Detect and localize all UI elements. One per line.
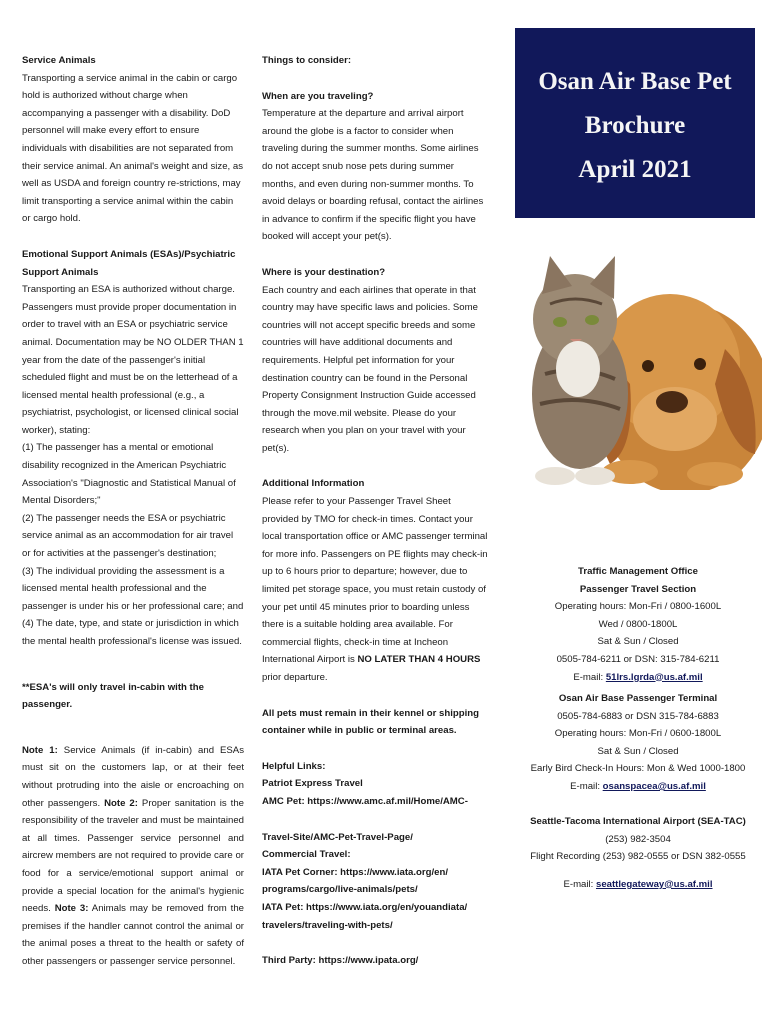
things-heading: Things to consider: — [262, 55, 352, 66]
esa-condition-4: (4) The date, type, and state or jurisdiction in which the mental health professional's license was issued. — [22, 618, 242, 647]
terminal-hours-3: Early Bird Check-In Hours: Mon & Wed 1000-1800 — [530, 763, 746, 775]
additional-info-body — [262, 493, 490, 687]
tmo-email-label: E-mail: — [573, 671, 606, 683]
terminal-phone: 0505-784-6883 or DSN 315-784-6883 — [557, 710, 719, 722]
title-line-2: Brochure — [584, 112, 686, 139]
helpful-links-heading: Helpful Links: — [262, 760, 326, 772]
tmo-title-1: Traffic Management Office — [578, 566, 698, 577]
esa-cabin-note: **ESA's will only travel in-cabin with the passenger. — [22, 681, 204, 711]
seatac-email-label: E-mail: — [563, 878, 596, 890]
terminal-hours-2: Sat & Sun / Closed — [597, 745, 679, 757]
column-left — [22, 52, 244, 971]
link-patriot-express[interactable]: Patriot Express Travel — [262, 778, 363, 790]
where-body: Each country and each airlines that operate in that country may have specific laws and policies. Some countries will not accept specific breeds and some countries will have additional documents and requirements. Helpful pet information for your destination country can be found in the Personal Property Consignment Instruction Guide accessed through the move.mil website. Please do your research when you plan on your travel with your pet(s). — [262, 284, 478, 454]
tmo-hours-1: Operating hours: Mon-Fri / 0800-1600L — [554, 601, 722, 613]
link-amc-pet[interactable]: AMC Pet: https://www.amc.af.mil/Home/AMC- — [262, 795, 468, 807]
note2-text: Proper sanitation is the responsibility of the traveler and must be maintained at all times. Passenger service personnel and aircrew members are not required to provide care or food for a service/emotional support animal or provide a special location for the animal's hygienic needs. — [22, 797, 245, 915]
checkin-deadline: NO LATER THAN 4 HOURS — [357, 654, 481, 666]
esa-condition-3: (3) The individual providing the assessment is a licensed mental health professional and the passenger is under his or her professional care; and — [22, 565, 244, 612]
link-iata-pet-corner[interactable]: IATA Pet Corner: https://www.iata.org/en/ programs/cargo/live-animals/pets/ — [262, 866, 449, 896]
where-heading: Where is your destination? — [262, 266, 386, 278]
terminal-hours-1: Operating hours: Mon-Fri / 0600-1800L — [554, 728, 722, 740]
esa-condition-1: (1) The passenger has a mental or emotional disability recognized in the American Psychiatric Association's "Diagnostic and Statistical Manual of Mental Disorders;" — [22, 442, 236, 507]
column-middle — [262, 52, 490, 970]
tmo-hours-3: Sat & Sun / Closed — [597, 636, 679, 648]
seatac-email-line — [518, 876, 758, 894]
commercial-travel-label: Commercial Travel: — [262, 849, 351, 861]
esa-condition-2: (2) The passenger needs the ESA or psychiatric service animal as an accommodation for air travel or for activities at the passenger's destination; — [22, 512, 234, 560]
terminal-email-line — [518, 778, 758, 796]
additional-info-text: Please refer to your Passenger Travel Sheet provided by TMO for check-in times. Contact your local transportation office or AMC passenger terminal for more info. Passengers on PE flights may check-in up to 6 hours prior to departure; however, due to limited pet storage space, you must retain custody of your pet until 45 minutes prior to boarding unless there is a suitable holding area available. For commercial flights, check-in time at Incheon International Airport is — [262, 496, 488, 666]
tmo-hours-2: Wed / 0800-1800L — [598, 618, 678, 630]
note2-label: Note 2: — [100, 797, 138, 809]
notes-paragraph — [22, 742, 244, 971]
service-animals-heading: Service Animals — [22, 55, 96, 66]
terminal-contact-block — [518, 690, 758, 796]
title-line-1: Osan Air Base Pet — [538, 68, 732, 95]
additional-info-heading: Additional Information — [262, 478, 365, 490]
tmo-title-2: Passenger Travel Section — [579, 583, 697, 595]
terminal-title: Osan Air Base Passenger Terminal — [558, 693, 718, 704]
when-body: Temperature at the departure and arrival airport around the globe is a factor to consider when traveling during the summer months. Some airlines do not accept snub nose pets during summer months, and even during non-summer months. To avoid delays or boarding refusal, contact the airlines in advance to confirm if the specific flight you have booked will accept your pet(s). — [262, 108, 484, 243]
tmo-phone: 0505-784-6211 or DSN: 315-784-6211 — [556, 653, 720, 665]
service-animals-body: Transporting a service animal in the cabin or cargo hold is authorized without charge when accompanying a passenger with a disability. DoD personnel will make every effort to ensure individuals with disabilities are not separated from their service animal. An animal's weight and size, as well as USDA and foreign country re-strictions, may limit transporting a service animal within the cabin or cargo hold. — [22, 72, 243, 225]
note3-text: Animals may be removed from the premises if the handler cannot control the animal or the animal poses a threat to the health or safety of other passengers or passenger service personnel. — [22, 903, 244, 967]
title-line-3: April 2021 — [578, 156, 692, 183]
kennel-note: All pets must remain in their kennel or shipping container while in public or terminal areas. — [262, 707, 479, 737]
seatac-email-link[interactable]: seattlegateway@us.af.mil — [595, 878, 713, 890]
additional-info-text-end: prior departure. — [262, 672, 328, 683]
terminal-email-label: E-mail: — [570, 780, 603, 792]
seatac-title: Seattle-Tacoma International Airport (SEA-TAC) — [530, 816, 746, 827]
when-heading: When are you traveling? — [262, 90, 374, 102]
note1-label: Note 1: — [22, 744, 58, 756]
terminal-email-link[interactable]: osanspacea@us.af.mil — [602, 780, 706, 792]
link-amc-travel-site[interactable]: Travel-Site/AMC-Pet-Travel-Page/ — [262, 831, 413, 843]
esa-body: Transporting an ESA is authorized without charge. Passengers must provide proper documentation in order to travel with an ESA or psychiatric service animal. Documentation may be NO OLDER THAN 1 year from the date of the passenger's initial scheduled flight and must be on the letterhead of a licensed mental health professional (e.g., a psychiatrist, psychologist, or licensed clinical social worker), stating: — [22, 284, 244, 436]
note3-label: Note 3: — [50, 903, 89, 915]
seatac-phone: (253) 982-3504 — [605, 833, 671, 845]
link-ipata[interactable]: Third Party: https://www.ipata.org/ — [262, 955, 419, 967]
note1-text: Service Animals (if in-cabin) and ESAs must sit on the customers lap, or at their feet without protruding into the aisle or encroaching on other passengers. — [22, 744, 245, 809]
tmo-contact-block — [518, 563, 758, 686]
tmo-email-line — [518, 669, 758, 687]
link-iata-pet[interactable]: IATA Pet: https://www.iata.org/en/youandiata/ travelers/traveling-with-pets/ — [262, 901, 468, 931]
esa-heading: Emotional Support Animals (ESAs)/Psychiatric Support Animals — [22, 248, 236, 278]
tmo-email-link[interactable]: 51lrs.lgrda@us.af.mil — [605, 671, 703, 683]
seatac-contact-block — [518, 813, 758, 893]
seatac-flight-recording: Flight Recording (253) 982-0555 or DSN 382-0555 — [530, 851, 746, 863]
cat-and-dog-photo — [510, 234, 762, 490]
brochure-title-box — [515, 28, 755, 218]
